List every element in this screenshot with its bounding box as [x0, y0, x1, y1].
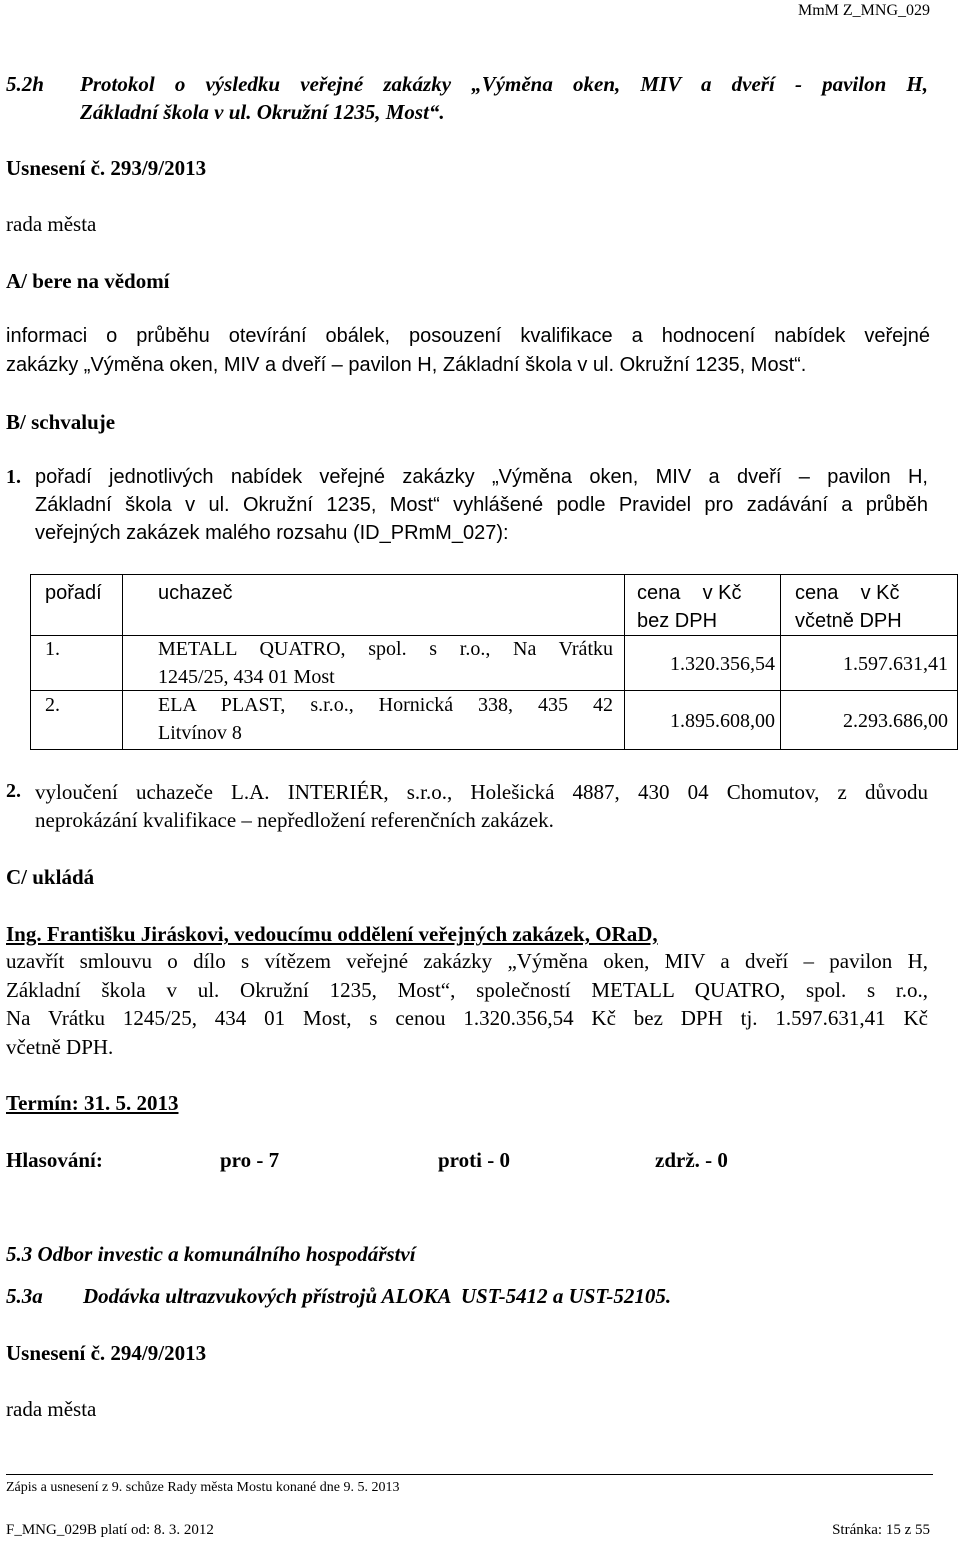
- section-number: 5.2h: [6, 72, 44, 96]
- section-title-line: Základní škola v ul. Okružní 1235, Most“.: [80, 100, 445, 124]
- table-cell-price-excl: 1.895.608,00: [670, 710, 775, 732]
- table-divider: [122, 575, 123, 749]
- table-cell-rank: 2.: [45, 694, 60, 716]
- document-code: MmM Z_MNG_029: [797, 2, 930, 19]
- responsible-person: Ing. Františku Jiráskovi, vedoucímu oddělení veřejných zakázek, ORaD,: [6, 922, 658, 946]
- table-header-price-incl: cena v Kč: [795, 582, 900, 604]
- council-label: rada města: [6, 1397, 97, 1421]
- section-heading: 5.3 Odbor investic a komunálního hospodářství: [6, 1242, 416, 1266]
- table-cell-bidder: METALL QUATRO, spol. s r.o., Na Vrátku: [158, 638, 613, 660]
- bids-table: [30, 574, 958, 750]
- vote-for: pro - 7: [220, 1148, 280, 1172]
- paragraph-line: vyloučení uchazeče L.A. INTERIÉR, s.r.o., Holešická 4887, 430 04 Chomutov, z důvodu: [35, 780, 928, 804]
- paragraph-line: informaci o průběhu otevírání obálek, posouzení kvalifikace a hodnocení nabídek veřejné: [6, 325, 930, 347]
- vote-against: proti - 0: [438, 1148, 510, 1172]
- list-number: 2.: [6, 780, 21, 802]
- paragraph-line: zakázky „Výměna oken, MIV a dveří – pavilon H, Základní škola v ul. Okružní 1235, Most“.: [6, 354, 807, 376]
- table-cell-rank: 1.: [45, 638, 60, 660]
- table-cell-bidder: Litvínov 8: [158, 722, 242, 744]
- paragraph-line: Základní škola v ul. Okružní 1235, Most“ vyhlášené podle Pravidel pro zadávání a průběh: [35, 494, 928, 516]
- footer-divider: [6, 1474, 933, 1475]
- table-divider: [31, 635, 957, 636]
- table-cell-price-incl: 1.597.631,41: [843, 653, 948, 675]
- paragraph-line: pořadí jednotlivých nabídek veřejné zakázky „Výměna oken, MIV a dveří – pavilon H,: [35, 466, 928, 488]
- resolution-number: Usnesení č. 293/9/2013: [6, 156, 207, 180]
- voting-label: Hlasování:: [6, 1148, 103, 1172]
- subsection-title: Dodávka ultrazvukových přístrojů ALOKA UST-5412 a UST-52105.: [83, 1284, 672, 1308]
- table-cell-price-excl: 1.320.356,54: [670, 653, 775, 675]
- paragraph-line: veřejných zakázek malého rozsahu (ID_PRmM_027):: [35, 522, 509, 544]
- part-b-heading: B/ schvaluje: [6, 410, 116, 434]
- table-header-poradi: pořadí: [45, 582, 102, 604]
- council-label: rada města: [6, 212, 97, 236]
- table-header-price-excl: cena v Kč: [637, 582, 742, 604]
- paragraph-line: Základní škola v ul. Okružní 1235, Most“, společností METALL QUATRO, spol. s r.o.,: [6, 978, 928, 1002]
- table-header-uchazec: uchazeč: [158, 582, 233, 604]
- subsection-number: 5.3a: [6, 1284, 43, 1308]
- vote-abstain: zdrž. - 0: [655, 1148, 728, 1172]
- resolution-number: Usnesení č. 294/9/2013: [6, 1341, 207, 1365]
- table-header-price-incl: včetně DPH: [795, 610, 902, 632]
- footer-minutes-note: Zápis a usnesení z 9. schůze Rady města Mostu konané dne 9. 5. 2013: [6, 1480, 400, 1495]
- part-c-heading: C/ ukládá: [6, 865, 95, 889]
- list-number: 1.: [6, 466, 21, 488]
- table-divider: [31, 690, 957, 691]
- paragraph-line: včetně DPH.: [6, 1035, 114, 1059]
- deadline: Termín: 31. 5. 2013: [6, 1091, 179, 1115]
- paragraph-line: uzavřít smlouvu o dílo s vítězem veřejné zakázky „Výměna oken, MIV a dveří – pavilon H,: [6, 949, 928, 973]
- paragraph-line: Na Vrátku 1245/25, 434 01 Most, s cenou 1.320.356,54 Kč bez DPH tj. 1.597.631,41 Kč: [6, 1006, 928, 1030]
- footer-form-code: F_MNG_029B platí od: 8. 3. 2012: [6, 1522, 214, 1538]
- table-header-price-excl: bez DPH: [637, 610, 718, 632]
- table-cell-bidder: 1245/25, 434 01 Most: [158, 666, 335, 688]
- paragraph-line: neprokázání kvalifikace – nepředložení referenčních zakázek.: [35, 808, 554, 832]
- table-cell-bidder: ELA PLAST, s.r.o., Hornická 338, 435 42: [158, 694, 613, 716]
- part-a-heading: A/ bere na vědomí: [6, 269, 170, 293]
- section-title-line: Protokol o výsledku veřejné zakázky „Výměna oken, MIV a dveří - pavilon H,: [80, 72, 928, 96]
- footer-page-number: Stránka: 15 z 55: [832, 1522, 930, 1538]
- table-cell-price-incl: 2.293.686,00: [843, 710, 948, 732]
